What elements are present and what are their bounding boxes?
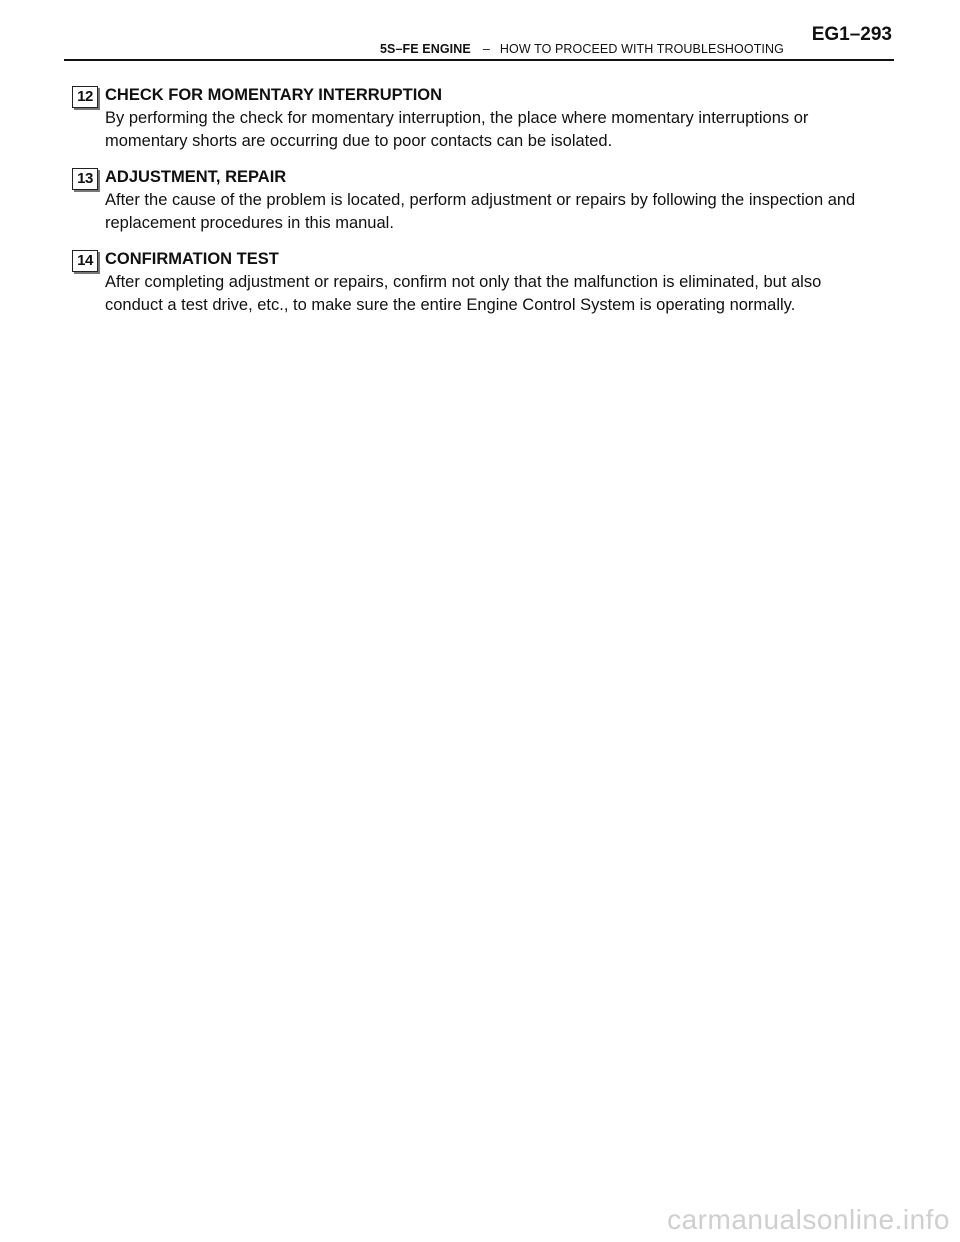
step-description: After completing adjustment or repairs, confirm not only that the malfunction is eliminated, but also conduct a test drive, etc., to make sure the entire Engine Control System is operating normally. [105, 273, 822, 314]
step-title: ADJUSTMENT, REPAIR [105, 168, 287, 186]
page-number: EG1–293 [811, 24, 892, 45]
step-description: After the cause of the problem is located, perform adjustment or repairs by following the inspection and replacement procedures in this manual. [105, 191, 856, 232]
engine-label: 5S–FE ENGINE [380, 42, 471, 56]
section-label: HOW TO PROCEED WITH TROUBLESHOOTING [499, 42, 784, 56]
step-list [72, 84, 872, 330]
step-description: By performing the check for momentary interruption, the place where momentary interruptions or momentary shorts are occurring due to poor contacts can be isolated. [105, 109, 809, 150]
step-12 [72, 84, 872, 153]
page-header [64, 0, 894, 62]
header-rule [64, 59, 894, 61]
step-title: CHECK FOR MOMENTARY INTERRUPTION [105, 86, 443, 104]
step-number-badge: 13 [72, 168, 98, 190]
step-number-badge: 14 [72, 250, 98, 272]
watermark: carmanualsonline.info [667, 1204, 950, 1235]
header-separator: – [482, 42, 490, 56]
step-14 [72, 248, 872, 317]
step-13 [72, 166, 872, 235]
step-number-badge: 12 [72, 86, 98, 108]
step-title: CONFIRMATION TEST [105, 250, 279, 268]
running-head [380, 42, 784, 56]
